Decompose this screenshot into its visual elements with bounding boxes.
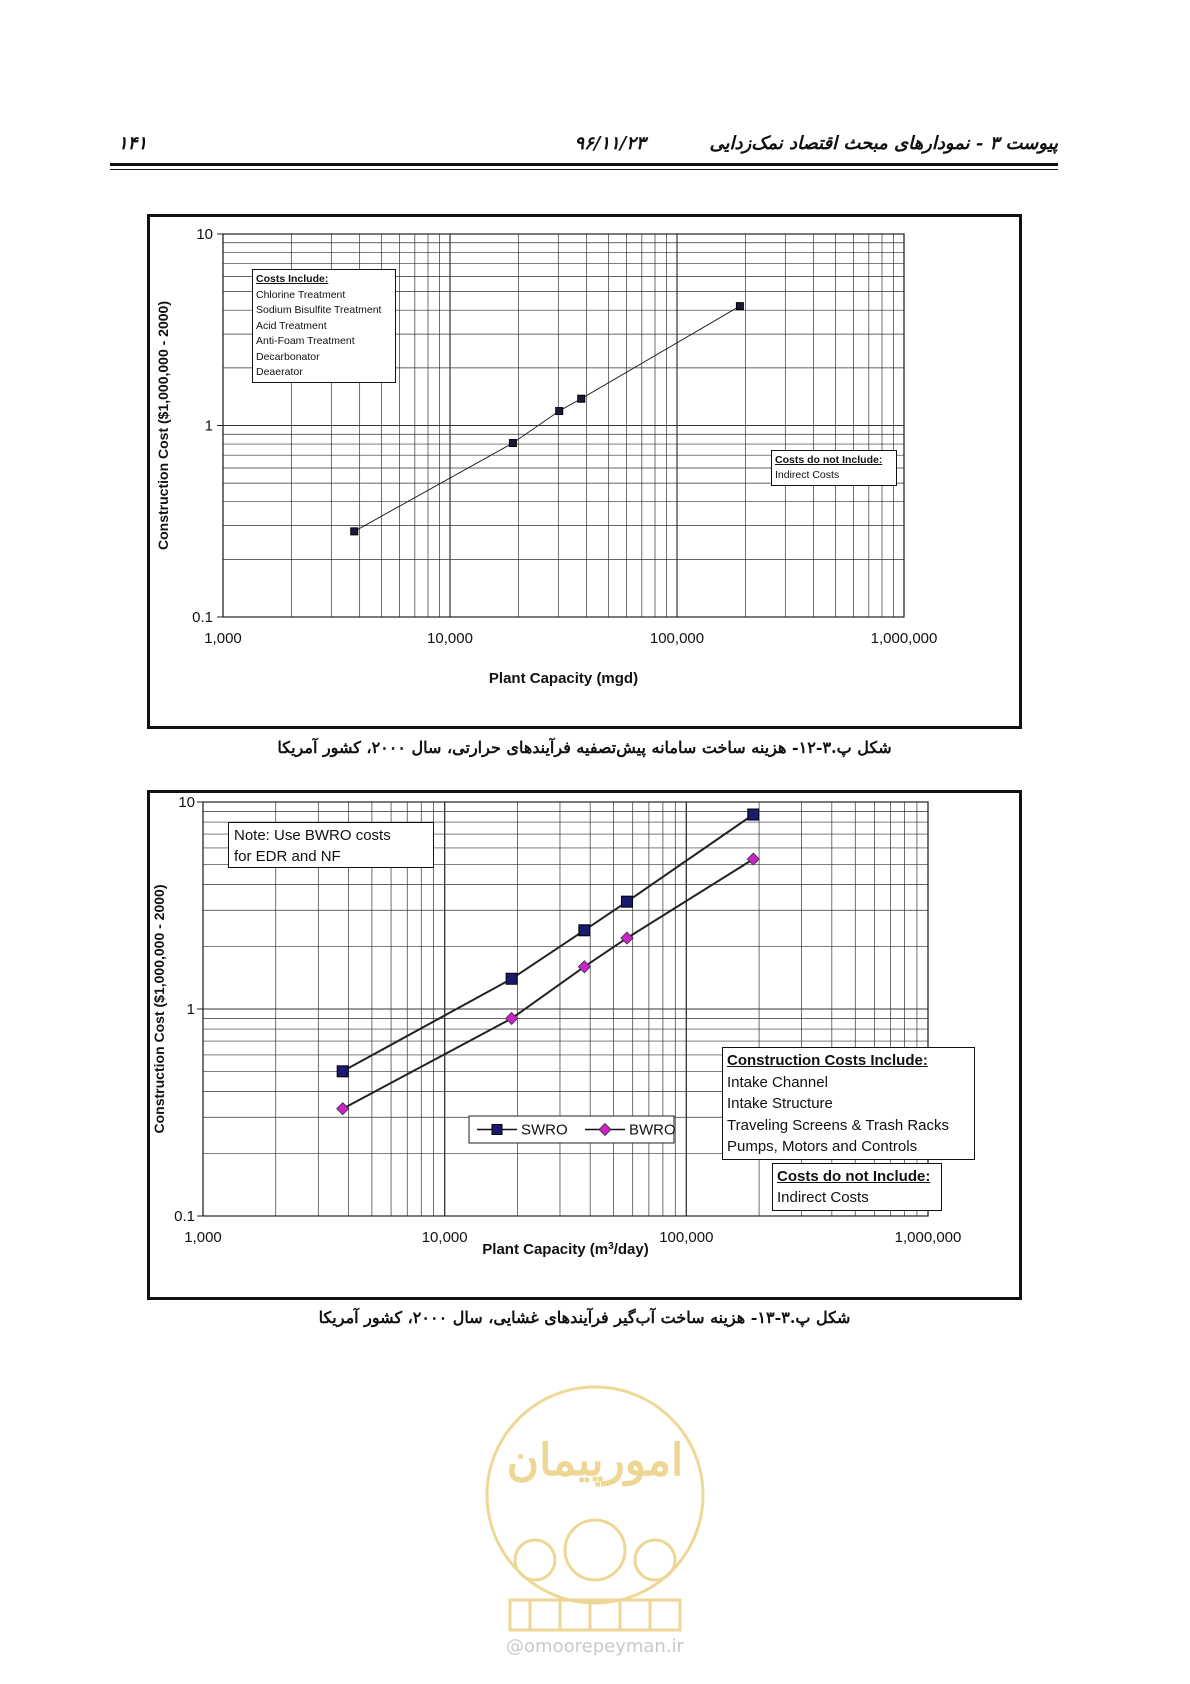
watermark-logo-text: امورپیمان [506, 1435, 684, 1486]
x-tick-label: 10,000 [421, 1229, 468, 1246]
y-tick-label: 1 [204, 417, 213, 435]
series-line [354, 306, 740, 531]
header-title: پیوست ۳ - نمودارهای مبحث اقتصاد نمک‌زدایی [709, 133, 1058, 154]
note-line: for EDR and NF [234, 848, 341, 865]
data-point-swro [621, 896, 632, 907]
figure-caption-2: شکل پ.۳-۱۳- هزینه ساخت آب‌گیر فرآیندهای غشایی، سال ۲۰۰۰، کشور آمریکا [318, 1308, 851, 1327]
note-box [228, 822, 434, 868]
x-tick-label: 1,000 [204, 630, 242, 647]
costs-include-box [252, 269, 396, 383]
x-tick-label: 1,000,000 [894, 1229, 962, 1246]
x-tick-label: 100,000 [659, 1229, 714, 1246]
costs-include-line: Chlorine Treatment [256, 288, 346, 301]
costs-exclude-title-2: Costs do not Include: [777, 1168, 931, 1185]
x-axis-label-tail: /day) [613, 1241, 649, 1258]
y-axis-label: Construction Cost ($1,000,000 - 2000) [155, 301, 171, 550]
construction-costs-include-line: Intake Structure [727, 1095, 833, 1112]
legend-marker [492, 1125, 502, 1135]
data-point [509, 440, 516, 447]
costs-include-line: Deaerator [256, 366, 303, 378]
x-axis-label-sup: 3 [608, 1240, 614, 1252]
watermark-seal-icon [487, 1387, 703, 1630]
construction-costs-include-box [722, 1047, 975, 1160]
x-tick-label: 1,000 [184, 1229, 222, 1246]
construction-costs-include-line: Intake Channel [727, 1073, 828, 1091]
costs-include-line: Sodium Bisulfite Treatment [256, 304, 382, 316]
costs-exclude-line-2: Indirect Costs [777, 1189, 869, 1206]
construction-costs-include-line: Traveling Screens & Trash Racks [727, 1116, 950, 1134]
data-point-bwro [747, 853, 759, 865]
data-point [736, 303, 743, 310]
y-tick-label: 0.1 [174, 1208, 195, 1225]
data-point-swro [748, 809, 759, 820]
costs-include-title: Costs Include: [256, 273, 329, 285]
page-number: ۱۴۱ [118, 133, 148, 154]
legend-label: BWRO [629, 1121, 676, 1139]
chart-frame-2 [147, 790, 1022, 1300]
y-tick-label: 0.1 [192, 609, 213, 626]
header-date: ۹۶/۱۱/۲۳ [574, 133, 646, 154]
construction-costs-include-line: Pumps, Motors and Controls [727, 1138, 918, 1155]
page-header [110, 125, 1058, 165]
watermark-logo [480, 1380, 710, 1670]
x-axis-label: Plant Capacity (mgd) [488, 670, 639, 687]
header-rule-thin [110, 169, 1058, 170]
note-line: Note: Use BWRO costs [234, 827, 391, 844]
construction-costs-include-title: Construction Costs Include: [727, 1052, 928, 1069]
costs-include-line: Acid Treatment [256, 319, 327, 332]
data-point-bwro [621, 932, 633, 944]
data-point-bwro [337, 1103, 349, 1115]
costs-exclude-box [771, 450, 897, 486]
x-tick-label: 1,000,000 [870, 630, 938, 647]
figure-caption-1: شکل پ.۳-۱۲- هزینه ساخت سامانه پیش‌تصفیه فرآیندهای حرارتی، سال ۲۰۰۰، کشور آمریکا [277, 738, 892, 757]
costs-exclude-title: Costs do not Include: [775, 454, 883, 466]
data-point-swro [337, 1066, 348, 1077]
data-point-swro [579, 925, 590, 936]
legend-label: SWRO [521, 1121, 568, 1139]
costs-include-line: Decarbonator [256, 350, 320, 363]
x-tick-label: 100,000 [649, 630, 705, 647]
y-axis-label: Construction Cost ($1,000,000 - 2000) [151, 884, 167, 1134]
x-tick-label: 10,000 [427, 630, 473, 647]
y-tick-label: 10 [178, 794, 195, 811]
data-point-bwro [578, 961, 590, 973]
data-point [578, 395, 585, 402]
chart-2 [150, 793, 1019, 1297]
data-point [351, 528, 358, 535]
data-point [556, 408, 563, 415]
costs-include-line: Anti-Foam Treatment [256, 335, 355, 347]
chart-frame-1 [147, 214, 1022, 729]
costs-exclude-box-2 [772, 1163, 942, 1211]
costs-exclude-line: Indirect Costs [775, 469, 840, 481]
data-point-swro [506, 973, 517, 984]
watermark-url: @omoorepeyman.ir [506, 1636, 684, 1657]
y-tick-label: 10 [196, 226, 213, 243]
x-axis-label: Plant Capacity $(m^3/day)$ [482, 1240, 649, 1258]
header-rule [110, 163, 1058, 166]
y-tick-label: 1 [186, 1001, 195, 1018]
